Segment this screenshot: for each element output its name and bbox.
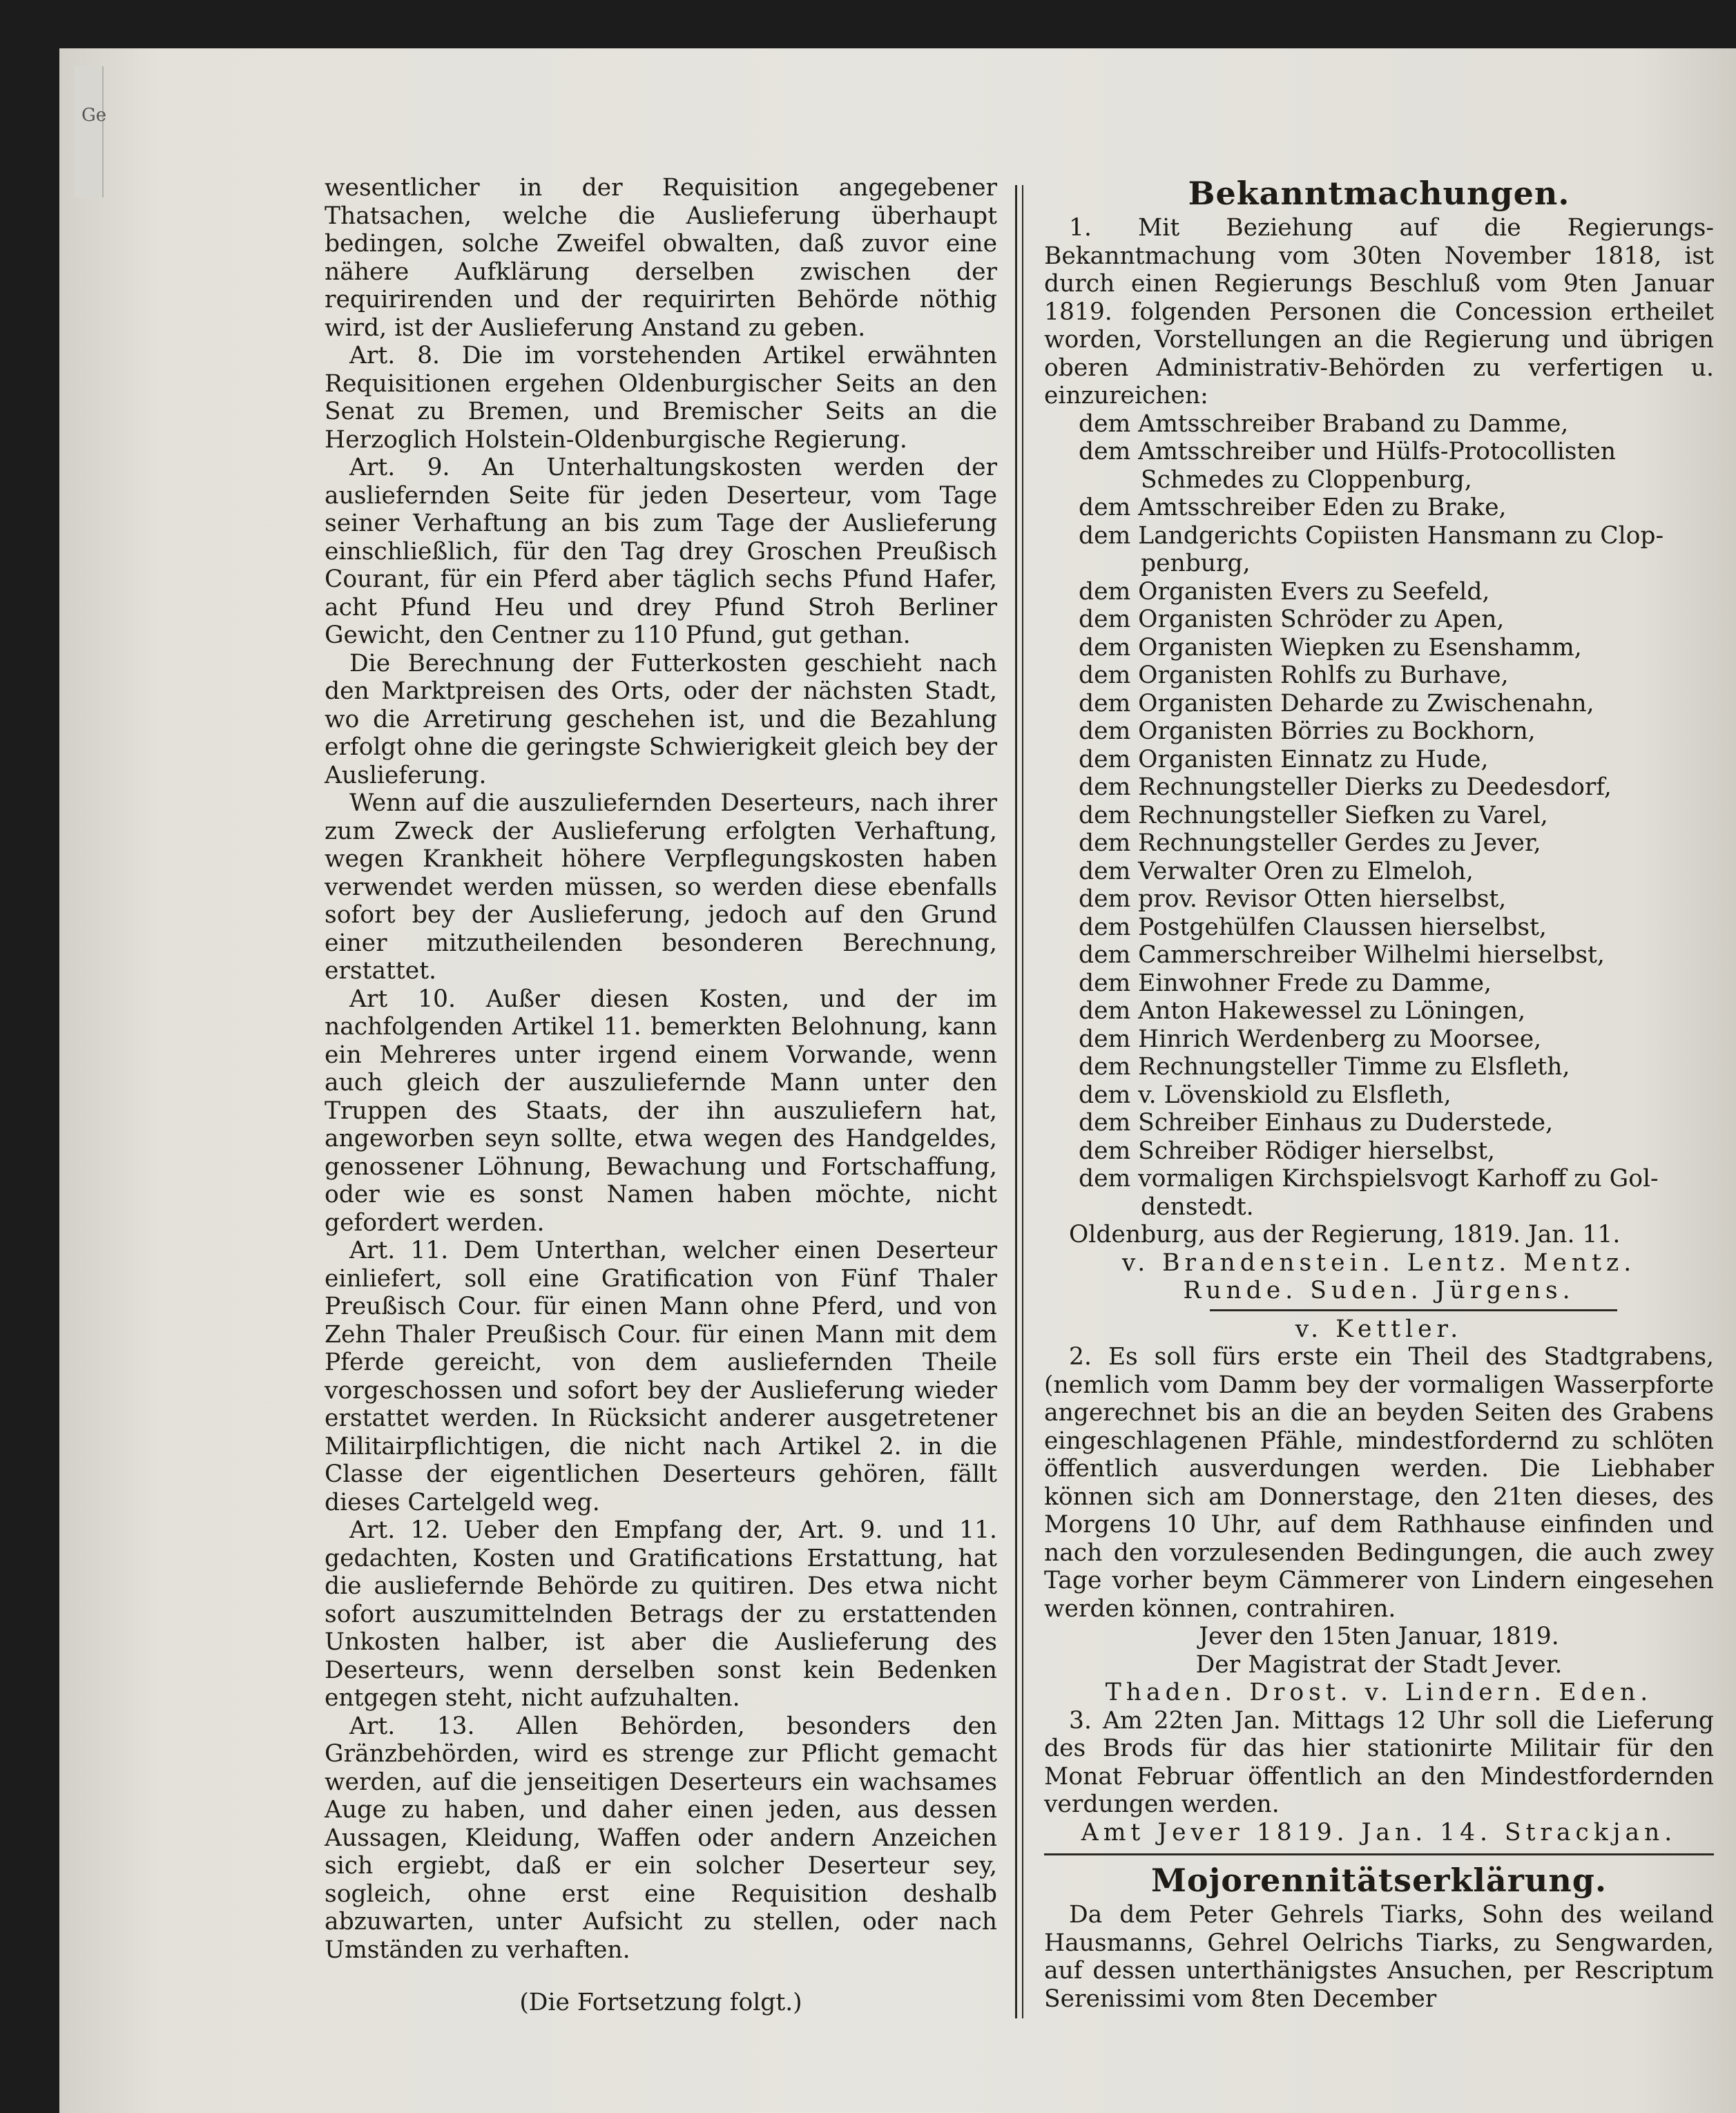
person-line-continuation: denstedt.: [1141, 1193, 1254, 1221]
left-paragraph-art12: Art. 12. Ueber den Empfang der, Art. 9. und 11. gedachten, Kosten und Gratifications Erstattung, hat die ausliefernde Behörde zu quitiren. Des etwa nicht sofort auszumittelnden Betrags der zu erstattenden Unkosten halber, ist aber die Auslieferung des Deserteurs, wenn derselben sonst kein Bedenken entgegen steht, nicht aufzuhalten.: [325, 1516, 997, 1712]
person-line-continuation: penburg,: [1141, 550, 1251, 577]
left-paragraph-art8: Art. 8. Die im vorstehenden Artikel erwähnten Requisitionen ergehen Oldenburgischer Seits an den Senat zu Bremen, und Bremischer Seits an die Herzoglich Holstein-Oldenburgische Regierung.: [325, 342, 997, 454]
notice-2-date: Jever den 15ten Januar, 1819.: [1199, 1623, 1559, 1650]
person-line: dem prov. Revisor Otten hierselbst,: [1079, 885, 1507, 913]
right-column: [1044, 174, 1714, 2013]
section-heading-majority: Mojorennitätserklärung.: [1151, 1862, 1607, 1899]
notice-1-place-date: Oldenburg, aus der Regierung, 1819. Jan. 11.: [1069, 1221, 1621, 1248]
person-line: dem Organisten Börries zu Bockhorn,: [1079, 717, 1536, 745]
left-paragraph-art10: Art 10. Außer diesen Kosten, und der im nachfolgenden Artikel 11. bemerkten Belohnung, kann ein Mehreres unter irgend einem Vorwande, wenn auch gleich der auszuliefernde Mann unter den Truppen des Staats, der ihn auszuliefern hat, angeworben seyn sollte, etwa wegen des Handgeldes, genossener Löhnung, Bewachung und Fortschaffung, oder wie es sonst Namen haben möchte, nicht gefordert werden.: [325, 985, 997, 1237]
person-line: dem Rechnungsteller Gerdes zu Jever,: [1079, 829, 1541, 857]
left-column: [325, 174, 997, 2017]
notice-2-authority: Der Magistrat der Stadt Jever.: [1195, 1650, 1563, 1679]
person-line: dem Anton Hakewessel zu Löningen,: [1079, 997, 1526, 1025]
person-line: dem Schreiber Rödiger hierselbst,: [1079, 1137, 1496, 1165]
notice-2-text: 2. Es soll fürs erste ein Theil des Stadtgrabens, (nemlich vom Damm bey der vormaligen Wasserpforte angerechnet bis an die an beyden Seiten des Grabens eingeschlagenen Pfähle, mindestfordernd zu schlöten öffentlich ausverdungen werden. Die Liebhaber können sich am Donnerstage, den 21ten dieses, des Morgens 10 Uhr, auf dem Rathhause einfinden und nach den vorzulesenden Bedingungen, die auch zwey Tage vorher beym Cämmerer von Lindern eingesehen werden können, contrahiren.: [1044, 1343, 1714, 1623]
person-line: dem vormaligen Kirchspielsvogt Karhoff zu Gol-: [1079, 1165, 1659, 1193]
notice-3-signature: Amt Jever 1819. Jan. 14. Strackjan.: [1081, 1818, 1677, 1846]
person-line: dem Cammerschreiber Wilhelmi hierselbst,: [1079, 941, 1605, 969]
left-paragraph-art13: Art. 13. Allen Behörden, besonders den Gränzbehörden, wird es strenge zur Pflicht gemacht werden, auf die jenseitigen Deserteurs ein wachsames Auge zu haben, und daher einen jeden, aus dessen Aussagen, Kleidung, Waffen oder andern Anzeichen sich ergiebt, daß er ein solcher Deserteur sey, sogleich, ohne erst eine Requisition deshalb abzuwarten, unter Aufsicht zu stellen, oder nach Umständen zu verhaften.: [325, 1712, 997, 1964]
section-rule: [1044, 1853, 1714, 1855]
person-line: dem Landgerichts Copiisten Hansmann zu Clop-: [1079, 521, 1664, 550]
column-divider-inner: [1022, 185, 1023, 2018]
person-line: dem Organisten Evers zu Seefeld,: [1079, 577, 1490, 606]
underlying-page-fragment: Ge: [81, 105, 107, 126]
concession-person-list: [1044, 410, 1714, 1222]
person-line: dem Rechnungsteller Dierks zu Deedesdorf,: [1079, 773, 1612, 801]
underlying-page-edge: [75, 66, 107, 197]
person-line-continuation: Schmedes zu Cloppenburg,: [1141, 465, 1472, 494]
notice-4-text: Da dem Peter Gehrels Tiarks, Sohn des weiland Hausmanns, Gehrel Oelrichs Tiarks, zu Sengwarden, auf dessen unterthänigstes Ansuchen, per Rescriptum Serenissimi vom 8ten December: [1044, 1901, 1714, 2013]
person-line: dem Amtsschreiber und Hülfs-Protocollisten: [1079, 438, 1617, 465]
section-heading-bekanntmachungen: Bekanntmachungen.: [1188, 175, 1570, 212]
left-paragraph: wesentlicher in der Requisition angegebener Thatsachen, welche die Auslieferung überhaupt bedingen, solche Zweifel obwalten, daß zuvor eine nähere Aufklärung derselben zwischen der requirirenden und der requirirten Behörde nöthig wird, ist der Auslieferung Anstand zu geben.: [325, 174, 997, 342]
person-line: dem Organisten Wiepken zu Esenshamm,: [1079, 633, 1582, 662]
person-line: dem Organisten Schröder zu Apen,: [1079, 606, 1505, 633]
notice-2-signatures: Thaden. Drost. v. Lindern. Eden.: [1105, 1679, 1653, 1706]
person-line: dem Postgehülfen Claussen hierselbst,: [1079, 913, 1547, 941]
left-paragraph-futterkosten: Die Berechnung der Futterkosten geschieht nach den Marktpreisen des Orts, oder der nächsten Stadt, wo die Arretirung geschehen ist, und die Bezahlung erfolgt ohne die geringste Schwierigkeit gleich bey der Auslieferung.: [325, 649, 997, 789]
left-paragraph-art11: Art. 11. Dem Unterthan, welcher einen Deserteur einliefert, soll eine Gratification von Fünf Thaler Preußisch Cour. für einen Mann ohne Pferd, und von Zehn Thaler Preußisch Cour. für einen Mann mit dem Pferde gereicht, von dem ausliefernden Theile vorgeschossen und sofort bey der Auslieferung wieder erstattet werden. In Rücksicht anderer ausgetretener Militairpflichtigen, die nicht nach Artikel 2. in die Classe der eigentlichen Deserteurs gehören, fällt dieses Cartelgeld weg.: [325, 1237, 997, 1516]
notice-1-intro: 1. Mit Beziehung auf die Regierungs-Bekanntmachung vom 30ten November 1818, ist durch einen Regierungs Beschluß vom 9ten Januar 1819. folgenden Personen die Concession ertheilet worden, Vorstellungen an die Regierung und übrigen oberen Administrativ-Behörden zu verfertigen u. einzureichen:: [1044, 214, 1714, 409]
notice-3-text: 3. Am 22ten Jan. Mittags 12 Uhr soll die Lieferung des Brods für das hier stationirte Militair für den Monat Februar öffentlich an den Mindestfordernden verdungen werden.: [1044, 1706, 1714, 1818]
notice-1-signatures-3: v. Kettler.: [1295, 1315, 1463, 1343]
notice-1-signatures: v. Brandenstein. Lentz. Mentz.: [1121, 1248, 1637, 1277]
person-line: dem Rechnungsteller Timme zu Elsfleth,: [1079, 1053, 1570, 1081]
person-line: dem Organisten Rohlfs zu Burhave,: [1079, 662, 1509, 689]
person-line: dem Organisten Deharde zu Zwischenahn,: [1079, 689, 1594, 717]
continuation-note: (Die Fortsetzung folgt.): [519, 1989, 802, 2016]
left-paragraph-krankheit: Wenn auf die auszuliefernden Deserteurs, nach ihrer zum Zweck der Auslieferung erfolgten Verhaftung, wegen Krankheit höhere Verpflegungskosten haben verwendet werden müssen, so werden diese ebenfalls sofort bey der Auslieferung, jedoch auf den Grund einer mitzutheilenden besonderen Berechnung, erstattet.: [325, 789, 997, 985]
person-line: dem Amtsschreiber Eden zu Brake,: [1079, 494, 1507, 521]
notice-1-signatures-2: Runde. Suden. Jürgens.: [1183, 1277, 1575, 1304]
person-line: dem Organisten Einnatz zu Hude,: [1079, 745, 1489, 773]
person-line: dem v. Lövenskiold zu Elsfleth,: [1079, 1081, 1452, 1109]
person-line: dem Rechnungsteller Siefken zu Varel,: [1079, 801, 1548, 829]
column-divider: [1015, 185, 1017, 2018]
person-line: dem Schreiber Einhaus zu Duderstede,: [1079, 1109, 1554, 1137]
person-line: dem Verwalter Oren zu Elmeloh,: [1079, 857, 1474, 885]
person-line: dem Hinrich Werdenberg zu Moorsee,: [1079, 1025, 1542, 1053]
signature-rule: [1210, 1309, 1617, 1311]
person-line: dem Amtsschreiber Braband zu Damme,: [1079, 409, 1569, 438]
person-line: dem Einwohner Frede zu Damme,: [1079, 969, 1492, 997]
left-paragraph-art9: Art. 9. An Unterhaltungskosten werden der ausliefernden Seite für jeden Deserteur, vom Tage seiner Verhaftung an bis zum Tage der Auslieferung einschließlich, für den Tag drey Groschen Preußisch Courant, für ein Pferd aber täglich sechs Pfund Hafer, acht Pfund Heu und drey Pfund Stroh Berliner Gewicht, den Centner zu 110 Pfund, gut gethan.: [325, 454, 997, 649]
